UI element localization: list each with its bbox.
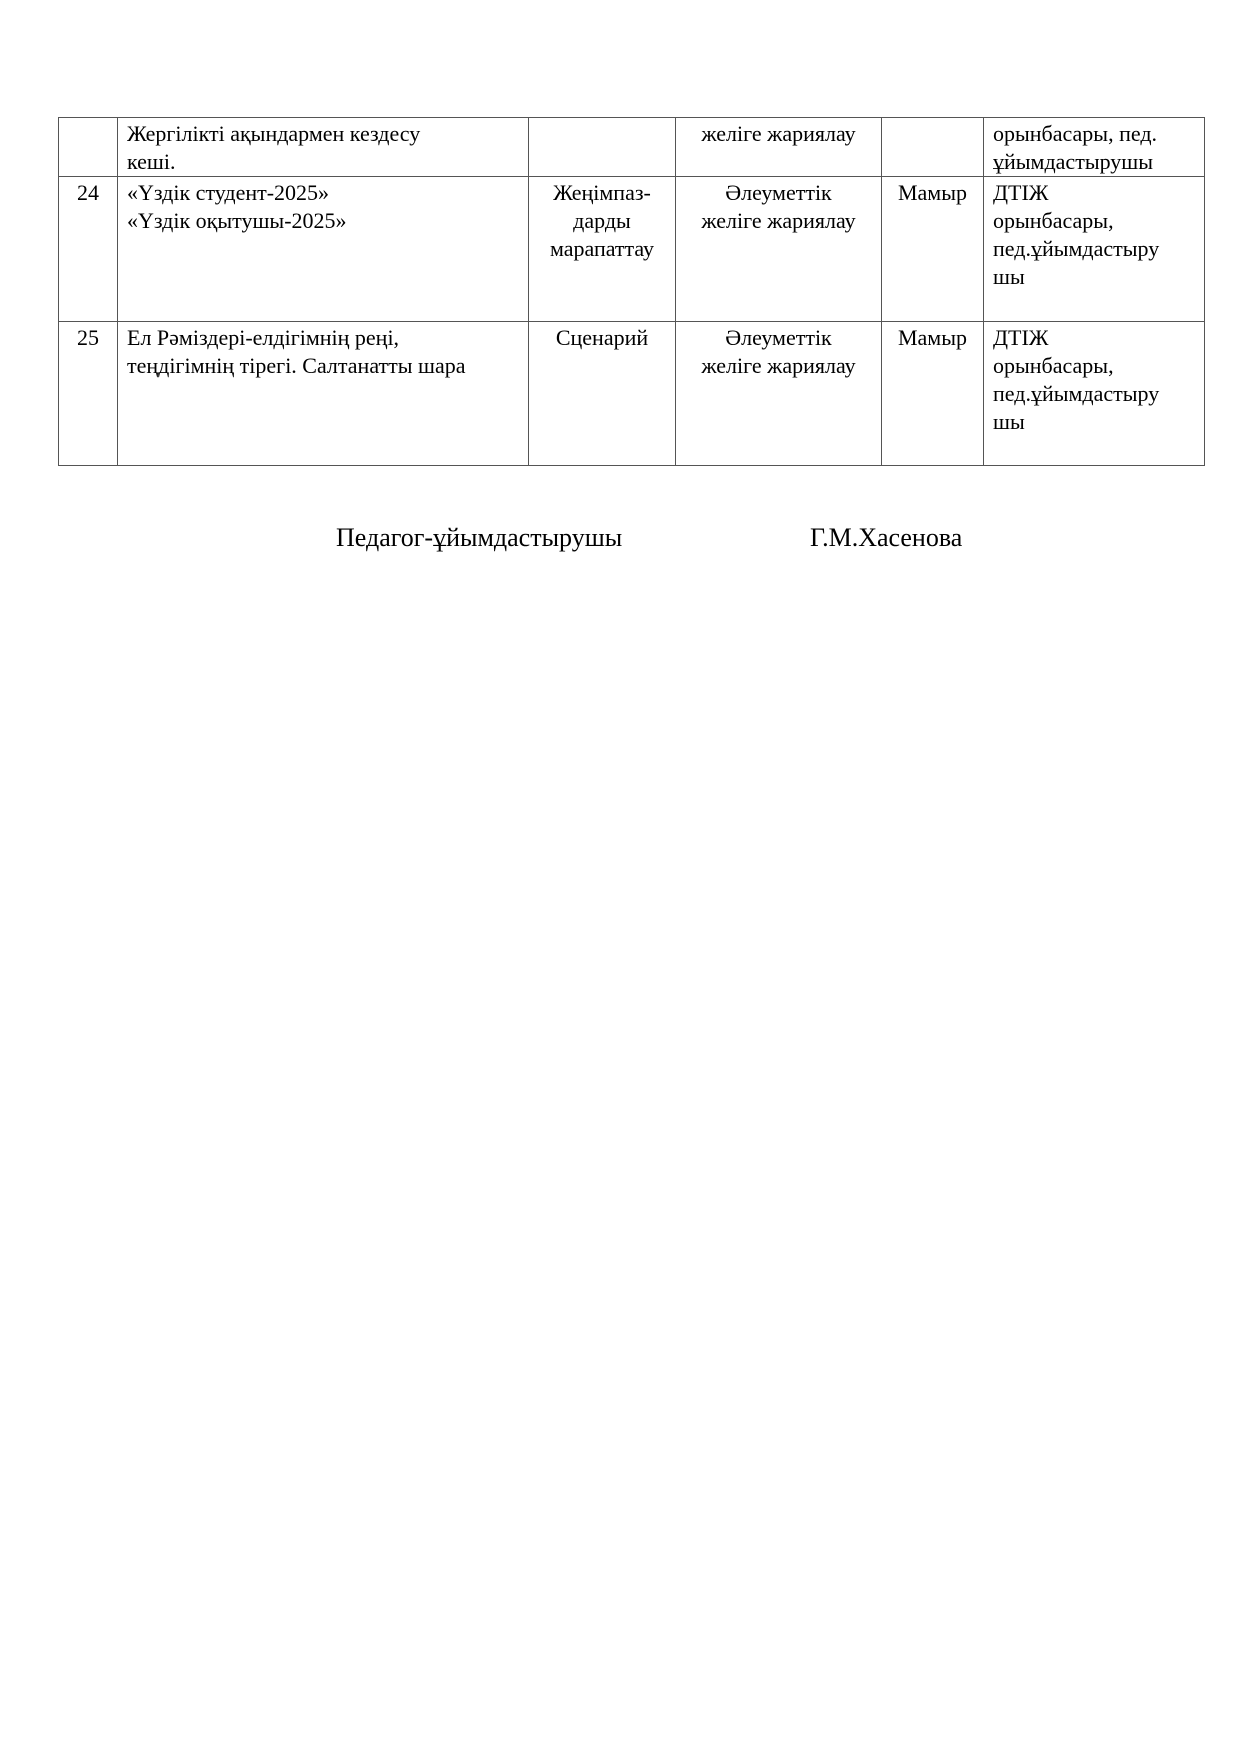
result-line: желіге жариялау — [701, 353, 856, 378]
event-result-cell — [676, 322, 882, 466]
result-line: Әлеуметтік — [725, 180, 832, 205]
events-plan-table — [58, 117, 1205, 466]
form-line: Сценарий — [555, 325, 649, 350]
form-line: Жеңімпаз- — [553, 180, 651, 205]
event-result-cell — [676, 118, 882, 177]
event-name-cell — [118, 118, 529, 177]
event-form-cell — [529, 322, 676, 466]
event-line: теңдігімнің тірегі. Салтанатты шара — [127, 353, 466, 378]
row-number-cell — [59, 118, 118, 177]
row-number-cell: 25 — [59, 322, 118, 466]
responsible-line: орынбасары, пед. — [993, 121, 1158, 146]
event-line: «Үздік студент-2025» — [127, 180, 330, 205]
event-line: «Үздік оқытушы-2025» — [127, 208, 347, 233]
responsible-cell — [984, 322, 1205, 466]
event-form-cell — [529, 177, 676, 322]
event-date-cell — [882, 118, 984, 177]
table-row — [59, 322, 1205, 466]
table-row — [59, 177, 1205, 322]
event-line: Жергілікті ақындармен кездесу — [127, 121, 421, 146]
table-row — [59, 118, 1205, 177]
result-line: Әлеуметтік — [725, 325, 832, 350]
event-result-cell — [676, 177, 882, 322]
responsible-line: пед.ұйымдастыру — [993, 236, 1160, 261]
signature-name: Г.М.Хасенова — [810, 523, 963, 552]
responsible-line: ДТІЖ — [993, 325, 1049, 350]
event-date-cell: Мамыр — [882, 177, 984, 322]
signature-role: Педагог-ұйымдастырушы — [336, 523, 623, 552]
form-line: дарды — [573, 208, 631, 233]
event-date-cell: Мамыр — [882, 322, 984, 466]
responsible-cell — [984, 177, 1205, 322]
responsible-line: шы — [993, 409, 1025, 434]
responsible-line: орынбасары, — [993, 208, 1114, 233]
responsible-line: ДТІЖ — [993, 180, 1049, 205]
result-line: желіге жариялау — [701, 208, 856, 233]
responsible-line: орынбасары, — [993, 353, 1114, 378]
event-form-cell — [529, 118, 676, 177]
result-line: желіге жариялау — [701, 121, 856, 146]
responsible-cell — [984, 118, 1205, 177]
event-name-cell — [118, 177, 529, 322]
responsible-line: пед.ұйымдастыру — [993, 381, 1160, 406]
event-line: Ел Рәміздері-елдігімнің реңі, — [127, 325, 400, 350]
form-line: марапаттау — [549, 236, 655, 261]
row-number-cell: 24 — [59, 177, 118, 322]
responsible-line: шы — [993, 264, 1025, 289]
event-line: кеші. — [127, 149, 176, 174]
responsible-line: ұйымдастырушы — [993, 149, 1154, 174]
event-name-cell — [118, 322, 529, 466]
